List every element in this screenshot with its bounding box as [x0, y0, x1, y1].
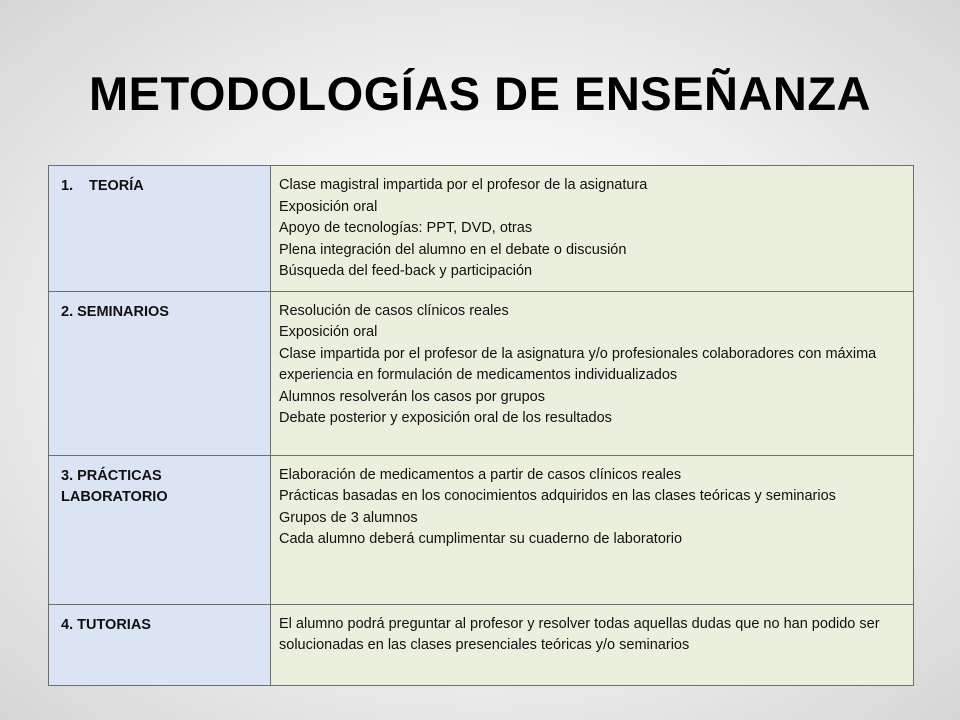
description-line: Resolución de casos clínicos reales — [279, 302, 509, 319]
description-line: Prácticas basadas en los conocimientos adquiridos en las clases teóricas y seminarios — [279, 488, 836, 504]
description-line: Alumnos resolverán los casos por grupos — [279, 388, 545, 405]
table-row-seminarios — [49, 291, 914, 455]
row-label-text: 3. PRÁCTICAS LABORATORIO — [61, 467, 168, 505]
row-label-tutorias — [49, 604, 271, 685]
row-description-tutorias — [271, 604, 914, 685]
row-number: 1. — [61, 178, 74, 194]
description-line: Debate posterior y exposición oral de los resultados — [279, 410, 612, 426]
table-row-tutorias — [49, 604, 914, 685]
description-line: Elaboración de medicamentos a partir de casos clínicos reales — [279, 466, 682, 483]
table-row-teoria — [49, 166, 914, 292]
description-line: Clase magistral impartida por el profesor de la asignatura — [279, 177, 648, 193]
description-line: Clase impartida por el profesor de la asignatura y/o profesionales colaboradores con máxima experiencia en formulación de medicamentos individualizados — [279, 345, 877, 383]
row-description-practicas — [271, 455, 914, 604]
description-line: El alumno podrá preguntar al profesor y resolver todas aquellas dudas que no han podido ser solucionadas en las clases presenciales teóricas y/o seminarios — [279, 615, 880, 653]
methodology-table — [48, 165, 914, 686]
description-line: Exposición oral — [279, 198, 378, 215]
description-line: Apoyo de tecnologías: PPT, DVD, otras — [279, 220, 533, 236]
row-description-seminarios — [271, 291, 914, 455]
description-line: Plena integración del alumno en el debate o discusión — [279, 241, 627, 258]
row-label-text: 4. TUTORIAS — [61, 616, 151, 633]
description-line: Grupos de 3 alumnos — [279, 509, 418, 526]
table-row-practicas — [49, 455, 914, 604]
row-label-seminarios — [49, 291, 271, 455]
slide-title: METODOLOGÍAS DE ENSEÑANZA — [89, 67, 871, 120]
row-description-teoria — [271, 166, 914, 292]
description-line: Búsqueda del feed-back y participación — [279, 263, 533, 279]
row-label-text: TEORÍA — [89, 178, 144, 194]
description-line: Exposición oral — [279, 324, 378, 340]
row-label-teoria — [49, 166, 271, 292]
description-line: Cada alumno deberá cumplimentar su cuaderno de laboratorio — [279, 531, 683, 547]
row-label-text: 2. SEMINARIOS — [61, 303, 169, 320]
row-label-practicas — [49, 455, 271, 604]
